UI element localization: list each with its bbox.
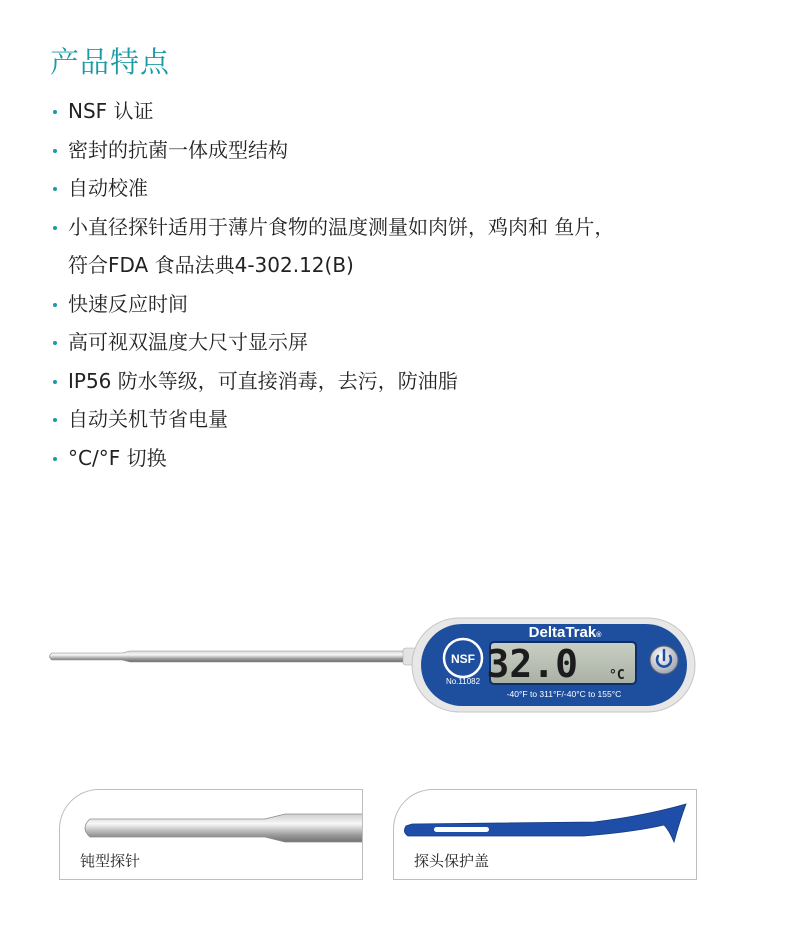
feature-item: 密封的抗菌一体成型结构 — [50, 131, 614, 170]
probe-cover-image — [394, 790, 696, 850]
power-icon[interactable] — [650, 646, 678, 674]
feature-item: 快速反应时间 — [50, 285, 614, 324]
feature-item: 小直径探针适用于薄片食物的温度测量如肉饼，鸡肉和 鱼片， 符合FDA 食品法典4-302.12(B) — [50, 208, 614, 285]
svg-text:NSF: NSF — [451, 652, 475, 666]
feature-item: IP56 防水等级，可直接消毒，去污，防油脂 — [50, 362, 614, 401]
probe-cover-card — [393, 789, 697, 880]
feature-item: 自动关机节省电量 — [50, 400, 614, 439]
thermometer-illustration — [0, 600, 790, 730]
feature-item: 高可视双温度大尺寸显示屏 — [50, 323, 614, 362]
display-unit: °C — [609, 668, 625, 683]
blunt-probe-caption: 钝型探针 — [80, 852, 141, 870]
nsf-logo — [444, 639, 482, 677]
range-text: -40°F to 311°F/-40°C to 155°C — [506, 689, 622, 699]
display-value: 32.0 — [486, 642, 578, 686]
feature-list — [50, 92, 614, 477]
feature-item: °C/°F 切换 — [50, 439, 614, 478]
section-title: 产品特点 — [50, 45, 171, 79]
probe-shaft — [50, 648, 418, 665]
blunt-probe-image — [60, 790, 362, 850]
feature-item: 自动校准 — [50, 169, 614, 208]
brand-logo: DeltaTrak® — [528, 624, 602, 641]
blunt-probe-card — [59, 789, 363, 880]
nsf-number: No.11082 — [445, 677, 481, 686]
probe-cover-caption: 探头保护盖 — [414, 852, 490, 870]
feature-item: NSF 认证 — [50, 92, 614, 131]
